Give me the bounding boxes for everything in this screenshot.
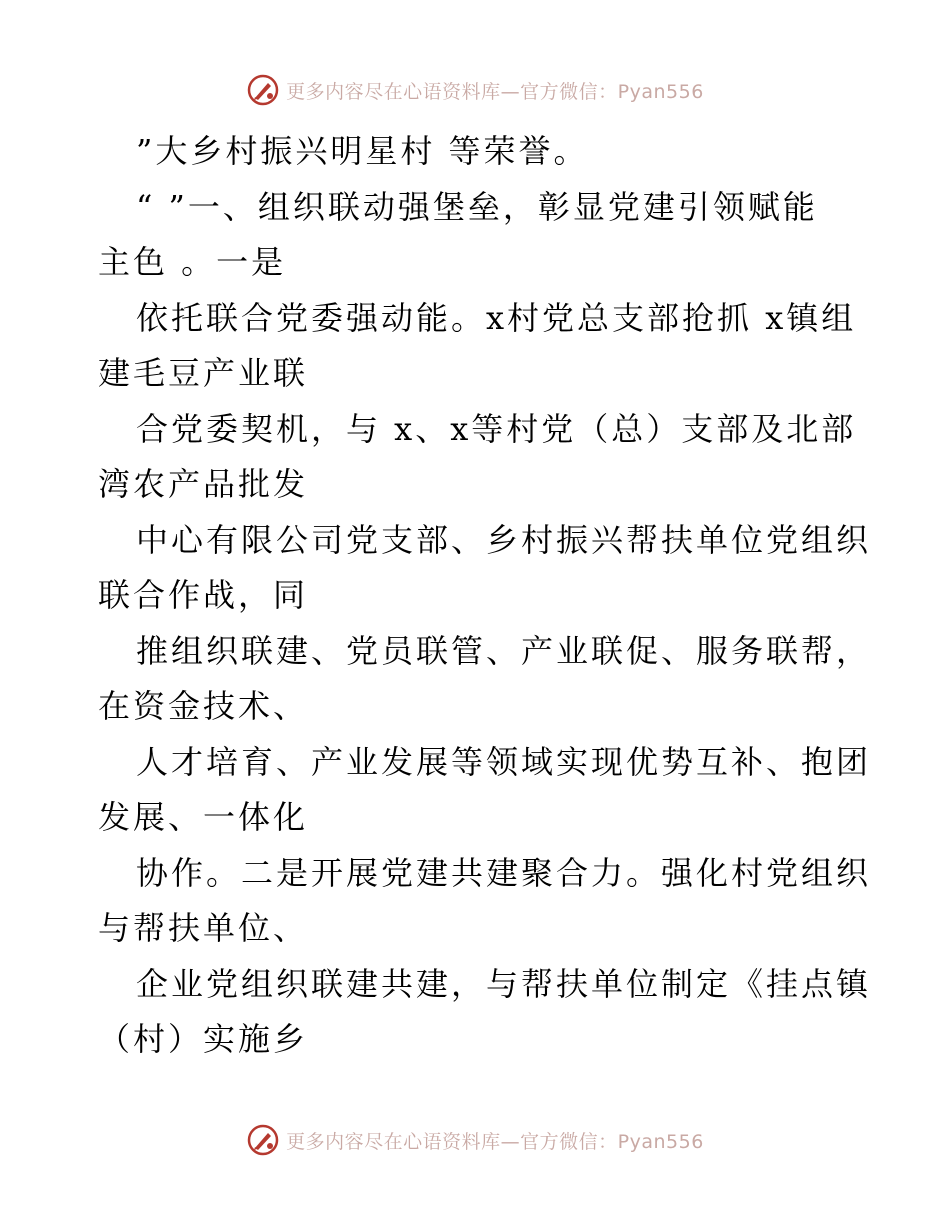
text-line: 人才培育、产业发展等领域实现优势互补、抱团 (136, 742, 872, 781)
text-line: 协作。二是开展党建共建聚合力。强化村党组织 (136, 853, 872, 892)
text-line: 发展、一体化 (98, 798, 309, 836)
text-line: 建毛豆产业联 (98, 354, 309, 392)
watermark-text: 更多内容尽在心语资料库—官方微信：Pyan556 (286, 1130, 704, 1153)
pen-seal-icon (246, 1123, 280, 1157)
watermark-text: 更多内容尽在心语资料库—官方微信：Pyan556 (286, 80, 704, 103)
document-body (98, 124, 872, 1068)
text-line: 在资金技术、 (98, 687, 309, 725)
footer-watermark (0, 1120, 950, 1160)
header-watermark (0, 70, 950, 110)
text-line: “ ”一、组织联动强堡垒，彰显党建引领赋能 (136, 187, 818, 226)
text-line: 企业党组织联建共建，与帮扶单位制定《挂点镇 (136, 964, 872, 1003)
pen-seal-icon (246, 73, 280, 107)
text-line: 推组织联建、党员联管、产业联促、服务联帮， (136, 631, 872, 670)
text-line: 与帮扶单位、 (98, 909, 309, 947)
text-line: 依托联合党委强动能。x村党总支部抢抓 x镇组 (136, 298, 857, 337)
text-line: 联合作战，同 (98, 576, 309, 614)
text-line: 中心有限公司党支部、乡村振兴帮扶单位党组织 (136, 520, 872, 559)
text-line: （村）实施乡 (98, 1020, 309, 1058)
text-line: ”大乡村振兴明星村 等荣誉。 (136, 132, 589, 170)
text-line: 合党委契机，与 x、x等村党（总）支部及北部 (136, 409, 857, 448)
text-line: 主色 。一是 (98, 243, 287, 281)
text-line: 湾农产品批发 (98, 465, 309, 503)
